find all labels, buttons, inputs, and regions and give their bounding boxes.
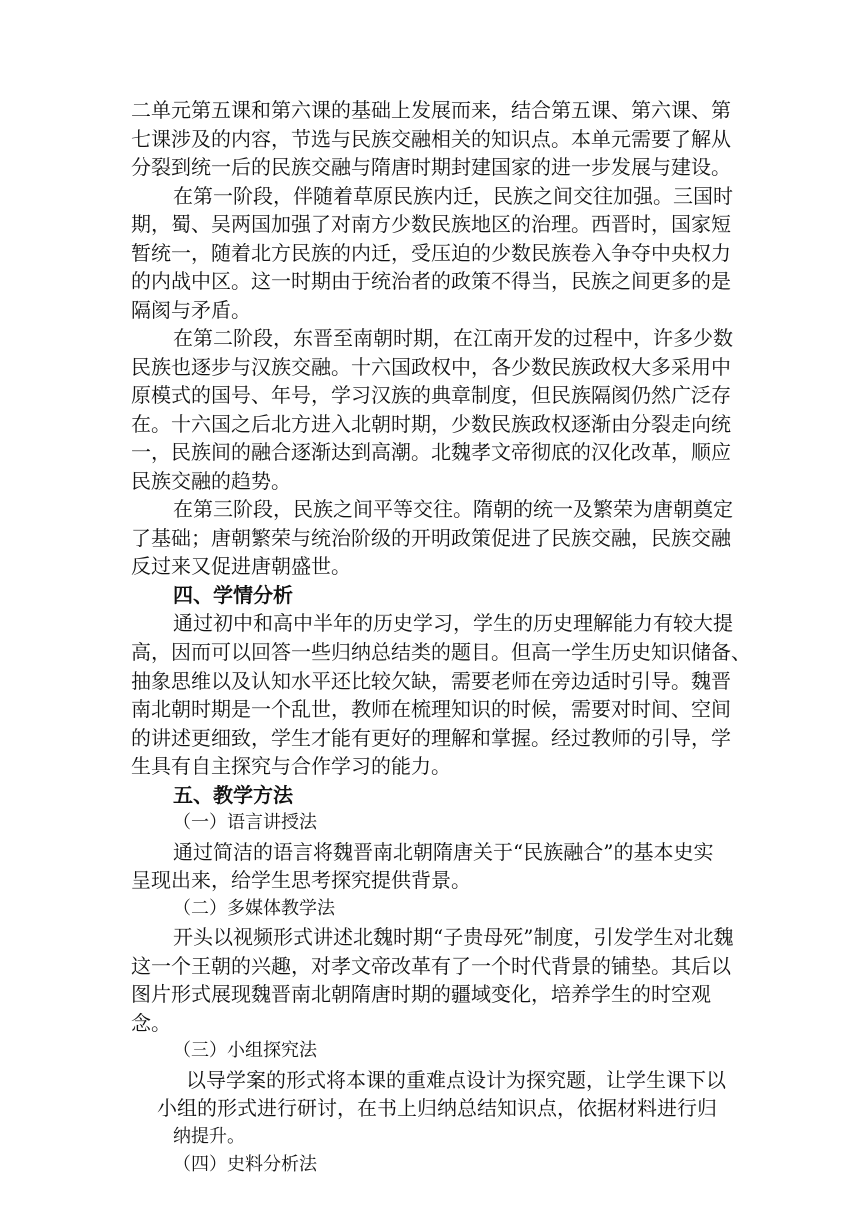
paragraph-line: 这一个王朝的兴趣，对孝文帝改革有了一个时代背景的铺垫。其后以	[131, 954, 731, 978]
paragraph-line: 在。十六国之后北方进入北朝时期，少数民族政权逐渐由分裂走向统	[131, 412, 731, 436]
paragraph-line: 呈现出来，给学生思考探究提供背景。	[131, 868, 471, 892]
subsection-heading: （三）小组探究法	[173, 1040, 317, 1061]
paragraph-line: 在第二阶段，东晋至南朝时期，在江南开发的过程中，许多少数	[173, 326, 733, 350]
paragraph-line: 七课涉及的内容，节选与民族交融相关的知识点。本单元需要了解从	[131, 127, 731, 151]
paragraph-line: 南北朝时期是一个乱世，教师在梳理知识的时候，需要对时间、空间	[131, 697, 731, 721]
paragraph-line: 民族交融的趋势。	[131, 469, 291, 493]
paragraph-line: 开头以视频形式讲述北魏时期“子贵母死”制度，引发学生对北魏	[173, 925, 734, 949]
subsection-heading: （四）史料分析法	[173, 1154, 317, 1175]
subsection-heading: （二）多媒体教学法	[173, 898, 335, 919]
paragraph-line: 在第三阶段，民族之间平等交往。隋朝的统一及繁荣为唐朝奠定	[173, 497, 733, 521]
paragraph-line: 一，民族间的融合逐渐达到高潮。北魏孝文帝彻底的汉化改革，顺应	[131, 440, 731, 464]
subsection-heading: （一）语言讲授法	[173, 812, 317, 833]
paragraph-line: 通过简洁的语言将魏晋南北朝隋唐关于“民族融合”的基本史实	[173, 840, 714, 864]
paragraph-line: 原模式的国号、年号，学习汉族的典章制度，但民族隔阂仍然广泛存	[131, 383, 731, 407]
paragraph-line: 分裂到统一后的民族交融与隋唐时期封建国家的进一步发展与建设。	[131, 155, 731, 179]
paragraph-line: 隔阂与矛盾。	[131, 298, 251, 322]
paragraph-line: 暂统一，随着北方民族的内迁，受压迫的少数民族卷入争夺中央权力	[131, 241, 731, 265]
section-heading: 四、学情分析	[173, 583, 293, 607]
paragraph-line: 民族也逐步与汉族交融。十六国政权中，各少数民族政权大多采用中	[131, 355, 731, 379]
paragraph-line: 小组的形式进行研讨，在书上归纳总结知识点，依据材料进行归	[157, 1096, 717, 1120]
paragraph-line: 图片形式展现魏晋南北朝隋唐时期的疆域变化，培养学生的时空观	[131, 982, 711, 1006]
paragraph-line: 的内战中区。这一时期由于统治者的政策不得当，民族之间更多的是	[131, 269, 731, 293]
section-heading: 五、教学方法	[173, 783, 293, 807]
paragraph-line: 在第一阶段，伴随着草原民族内迁，民族之间交往加强。三国时	[173, 184, 733, 208]
paragraph-line: 抽象思维以及认知水平还比较欠缺，需要老师在旁边适时引导。魏晋	[131, 669, 731, 693]
paragraph-line: 通过初中和高中半年的历史学习，学生的历史理解能力有较大提	[173, 611, 733, 635]
paragraph-line: 期，蜀、吴两国加强了对南方少数民族地区的治理。西晋时，国家短	[131, 212, 731, 236]
subsection-heading: 纳提升。	[173, 1126, 245, 1147]
paragraph-line: 了基础；唐朝繁荣与统治阶级的开明政策促进了民族交融，民族交融	[131, 526, 731, 550]
paragraph-line: 生具有自主探究与合作学习的能力。	[131, 754, 451, 778]
paragraph-line: 念。	[131, 1011, 171, 1035]
paragraph-line: 以导学案的形式将本课的重难点设计为探究题，让学生课下以	[186, 1068, 726, 1092]
paragraph-line: 高，因而可以回答一些归纳总结类的题目。但高一学生历史知识储备、	[131, 640, 751, 664]
paragraph-line: 的讲述更细致，学生才能有更好的理解和掌握。经过教师的引导，学	[131, 726, 731, 750]
paragraph-line: 反过来又促进唐朝盛世。	[131, 554, 351, 578]
paragraph-line: 二单元第五课和第六课的基础上发展而来，结合第五课、第六课、第	[131, 98, 731, 122]
